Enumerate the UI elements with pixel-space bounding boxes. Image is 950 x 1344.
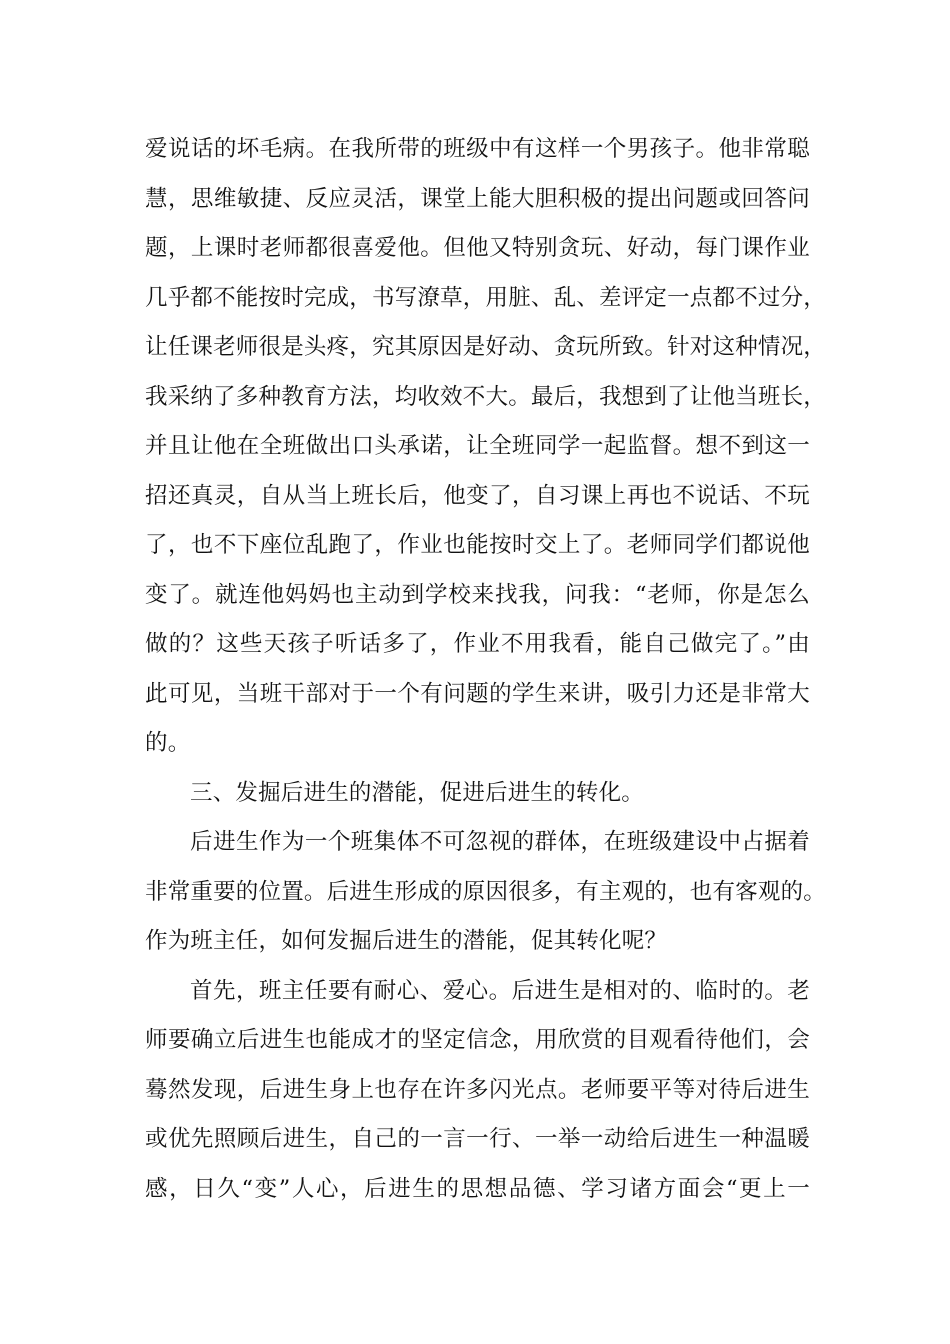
- body-text: [145, 125, 827, 1214]
- paragraph-3-line-2: 非常重要的位置。后进生形成的原因很多，有主观的，也有客观的。: [145, 878, 827, 905]
- paragraph-4-line-1: 首先，班主任要有耐心、爱心。后进生是相对的、临时的。老: [190, 977, 810, 1004]
- paragraph-4-line-3: 蓦然发现，后进生身上也存在许多闪光点。老师要平等对待后进生: [145, 1076, 810, 1103]
- paragraph-1-line-1: 爱说话的坏毛病。在我所带的班级中有这样一个男孩子。他非常聪: [145, 136, 810, 162]
- paragraph-1-line-3: 题，上课时老师都很喜爱他。但他又特别贪玩、好动，每门课作业: [145, 235, 810, 261]
- paragraph-1-line-4: 几乎都不能按时完成，书写潦草，用脏、乱、差评定一点都不过分，: [145, 284, 827, 311]
- paragraph-3-line-3: 作为班主任，如何发掘后进生的潜能，促其转化呢？: [145, 928, 668, 954]
- paragraph-1-line-5: 让任课老师很是头疼，究其原因是好动、贪玩所致。针对这种情况，: [145, 334, 827, 360]
- paragraph-1-line-7: 并且让他在全班做出口头承诺，让全班同学一起监督。想不到这一: [145, 433, 810, 459]
- paragraph-3-line-1: 后进生作为一个班集体不可忽视的群体，在班级建设中占据着: [190, 829, 810, 855]
- paragraph-4-line-2: 师要确立后进生也能成才的坚定信念，用欣赏的目观看待他们，会: [145, 1027, 810, 1053]
- paragraph-4-line-5: 感，日久“变”人心，后进生的思想品德、学习诸方面会“更上一: [145, 1175, 810, 1202]
- paragraph-1-line-13: 的。: [145, 730, 191, 756]
- paragraph-1-line-11: 做的？这些天孩子听话多了，作业不用我看，能自己做完了。”由: [145, 631, 810, 657]
- paragraph-1-line-8: 招还真灵，自从当上班长后，他变了，自习课上再也不说话、不玩: [145, 482, 810, 509]
- paragraph-1-line-9: 了，也不下座位乱跑了，作业也能按时交上了。老师同学们都说他: [145, 532, 810, 558]
- paragraph-1-line-6: 我采纳了多种教育方法，均收效不大。最后，我想到了让他当班长，: [145, 383, 827, 410]
- paragraph-4-line-4: 或优先照顾后进生，自己的一言一行、一举一动给后进生一种温暖: [145, 1126, 810, 1152]
- paragraph-1-line-2: 慧，思维敏捷、反应灵活，课堂上能大胆积极的提出问题或回答问: [145, 185, 810, 212]
- paragraph-1-line-12: 此可见，当班干部对于一个有问题的学生来讲，吸引力还是非常大: [145, 680, 810, 707]
- section-heading: 三、发掘后进生的潜能，促进后进生的转化。: [190, 779, 645, 806]
- paragraph-1-line-10: 变了。就连他妈妈也主动到学校来找我，问我：“老师，你是怎么: [145, 581, 810, 608]
